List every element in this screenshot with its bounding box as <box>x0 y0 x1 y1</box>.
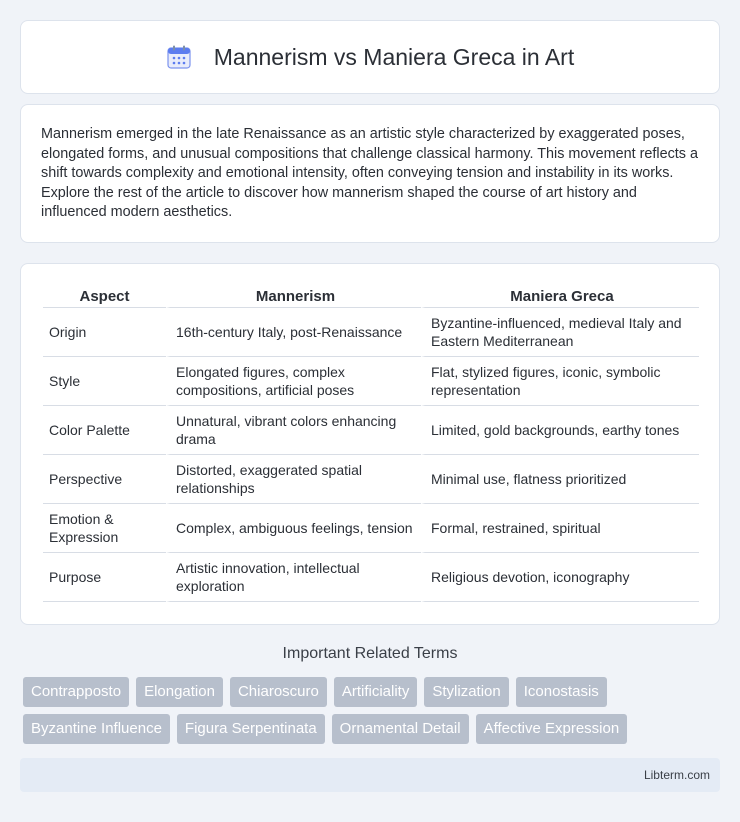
header-mannerism: Mannerism <box>166 284 421 308</box>
comparison-table-card <box>20 263 720 625</box>
tag-byzantine-influence[interactable]: Byzantine Influence <box>23 714 170 744</box>
tag-stylization[interactable]: Stylization <box>424 677 508 707</box>
calendar-icon <box>166 44 192 70</box>
table-cell-mannerism: Distorted, exaggerated spatial relationships <box>166 455 421 504</box>
table-cell-maniera-greca: Flat, stylized figures, iconic, symbolic representation <box>421 357 699 406</box>
header-maniera-greca: Maniera Greca <box>421 284 699 308</box>
table-row <box>43 553 699 602</box>
table-cell-aspect: Style <box>43 357 166 406</box>
header-card <box>20 20 720 94</box>
tag-ornamental-detail[interactable]: Ornamental Detail <box>332 714 469 744</box>
table-row <box>43 406 699 455</box>
footer <box>20 758 720 792</box>
table-cell-mannerism: Elongated figures, complex compositions, artificial poses <box>166 357 421 406</box>
table-cell-maniera-greca: Minimal use, flatness prioritized <box>421 455 699 504</box>
table-cell-mannerism: Artistic innovation, intellectual exploration <box>166 553 421 602</box>
tag-contrapposto[interactable]: Contrapposto <box>23 677 129 707</box>
table-row <box>43 308 699 357</box>
tag-artificiality[interactable]: Artificiality <box>334 677 418 707</box>
table-cell-aspect: Origin <box>43 308 166 357</box>
tag-iconostasis[interactable]: Iconostasis <box>516 677 607 707</box>
related-terms-tags <box>20 677 720 744</box>
title-wrap <box>166 44 574 71</box>
table-cell-maniera-greca: Formal, restrained, spiritual <box>421 504 699 553</box>
table-cell-maniera-greca: Byzantine-influenced, medieval Italy and Eastern Mediterranean <box>421 308 699 357</box>
table-row <box>43 504 699 553</box>
table-cell-aspect: Purpose <box>43 553 166 602</box>
table-cell-aspect: Perspective <box>43 455 166 504</box>
comparison-table <box>43 284 699 602</box>
header-aspect: Aspect <box>43 284 166 308</box>
table-header-row <box>43 284 699 308</box>
intro-card <box>20 104 720 243</box>
intro-paragraph: Mannerism emerged in the late Renaissance as an artistic style characterized by exaggerated poses, elongated forms, and unusual compositions that challenge classical harmony. This movement reflects a shift towards complexity and emotional intensity, often conveying tension and instability in its works. Explore the rest of the article to discover how mannerism shaped the course of art history and influenced modern aesthetics. <box>41 126 698 221</box>
related-terms-section <box>20 645 720 744</box>
table-cell-maniera-greca: Religious devotion, iconography <box>421 553 699 602</box>
tag-chiaroscuro[interactable]: Chiaroscuro <box>230 677 327 707</box>
footer-site-link[interactable]: Libterm.com <box>643 768 710 782</box>
tag-figura-serpentinata[interactable]: Figura Serpentinata <box>177 714 325 744</box>
table-cell-mannerism: 16th-century Italy, post-Renaissance <box>166 308 421 357</box>
table-cell-maniera-greca: Limited, gold backgrounds, earthy tones <box>421 406 699 455</box>
table-cell-mannerism: Unnatural, vibrant colors enhancing drama <box>166 406 421 455</box>
table-cell-aspect: Emotion & Expression <box>43 504 166 553</box>
tag-elongation[interactable]: Elongation <box>136 677 223 707</box>
table-cell-aspect: Color Palette <box>43 406 166 455</box>
table-row <box>43 357 699 406</box>
related-terms-title: Important Related Terms <box>282 645 458 662</box>
table-cell-mannerism: Complex, ambiguous feelings, tension <box>166 504 421 553</box>
tag-affective-expression[interactable]: Affective Expression <box>476 714 628 744</box>
page-title: Mannerism vs Maniera Greca in Art <box>213 43 575 70</box>
table-row <box>43 455 699 504</box>
